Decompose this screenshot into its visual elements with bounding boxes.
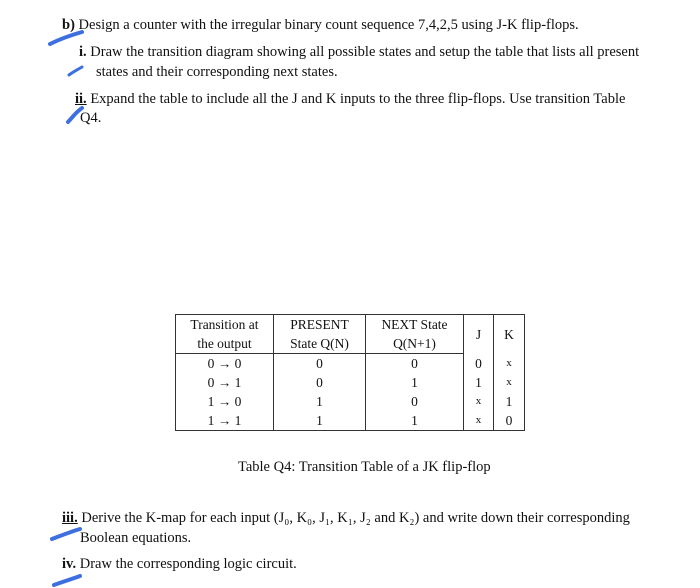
k-cell: 0 — [494, 411, 525, 431]
question-i-label: i. — [79, 44, 87, 60]
j-cell: x — [464, 392, 494, 411]
k-cell: 1 — [494, 392, 525, 411]
question-ii-line1: Expand the table to include all the J and K inputs to the three flip-flops. Use transition Table — [90, 91, 626, 107]
table-caption: Table Q4: Transition Table of a JK flip-flop — [238, 459, 491, 475]
present-cell: 0 — [274, 354, 366, 374]
header-j: J — [464, 315, 494, 354]
question-ii-line2: Q4. — [80, 110, 102, 126]
header-present-1: PRESENT — [274, 315, 366, 335]
header-transition-1: Transition at — [176, 315, 274, 335]
question-iii-line1: Derive the K-map for each input (J₀, K₀, J₁, K₁, J₂ and K₂) and write down their corresponding — [81, 510, 630, 526]
k-cell: x — [494, 373, 525, 392]
j-cell: 1 — [464, 373, 494, 392]
question-b-text: Design a counter with the irregular binary count sequence 7,4,2,5 using J-K flip-flops. — [78, 17, 579, 33]
transition-cell: 1 → 1 — [176, 411, 274, 431]
question-iii-label: iii. — [62, 510, 78, 526]
question-i — [79, 44, 639, 61]
table-row — [176, 411, 525, 431]
question-b-label: b) — [62, 17, 75, 33]
transition-cell: 1 → 0 — [176, 392, 274, 411]
next-cell: 1 — [366, 373, 464, 392]
j-cell: 0 — [464, 354, 494, 374]
highlighter-mark-iii — [48, 524, 84, 544]
header-k: K — [494, 315, 525, 354]
header-next-1: NEXT State — [366, 315, 464, 335]
question-ii-label: ii. — [75, 91, 87, 107]
present-cell: 0 — [274, 373, 366, 392]
jk-transition-table — [175, 314, 525, 431]
highlighter-mark-iv — [50, 572, 84, 588]
header-transition-2: the output — [176, 334, 274, 354]
next-cell: 0 — [366, 392, 464, 411]
transition-cell: 0 → 0 — [176, 354, 274, 374]
next-cell: 0 — [366, 354, 464, 374]
transition-cell: 0 → 1 — [176, 373, 274, 392]
question-i-line2: states and their corresponding next states. — [96, 64, 338, 80]
question-iii — [62, 510, 630, 527]
table-row — [176, 373, 525, 392]
question-i-line1: Draw the transition diagram showing all possible states and setup the table that lists all present — [90, 44, 640, 60]
question-b — [62, 17, 579, 34]
next-cell: 1 — [366, 411, 464, 431]
table-row — [176, 354, 525, 374]
j-cell: x — [464, 411, 494, 431]
question-iv-text: Draw the corresponding logic circuit. — [79, 556, 297, 572]
question-ii — [75, 91, 625, 108]
header-present-2: State Q(N) — [274, 334, 366, 354]
highlighter-mark-i — [66, 64, 86, 78]
present-cell: 1 — [274, 392, 366, 411]
question-iii-line2: Boolean equations. — [80, 530, 192, 546]
table-row — [176, 392, 525, 411]
header-next-2: Q(N+1) — [366, 334, 464, 354]
question-iv — [62, 556, 297, 573]
table-header-row-1 — [176, 315, 525, 335]
present-cell: 1 — [274, 411, 366, 431]
question-iv-label: iv. — [62, 556, 77, 572]
k-cell: x — [494, 354, 525, 374]
